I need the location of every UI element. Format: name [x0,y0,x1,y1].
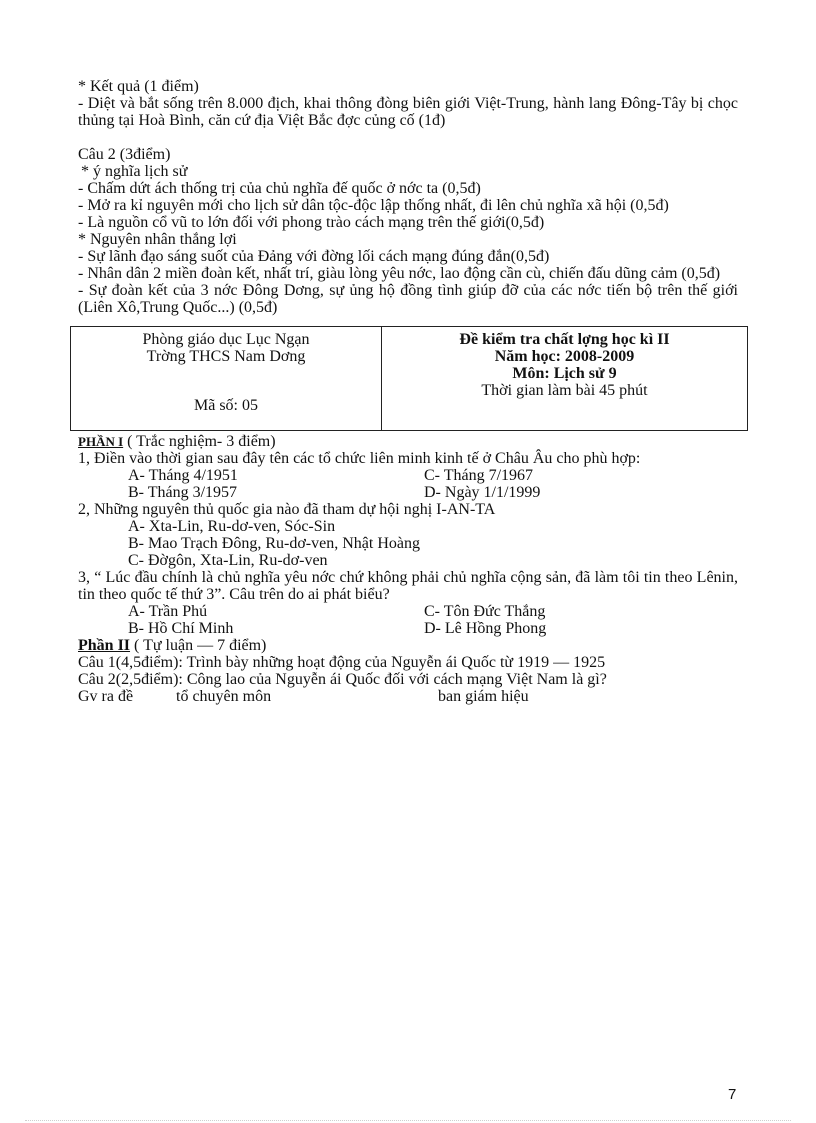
option-row [78,484,738,501]
teacher-label: Gv ra đề [78,688,134,705]
option-b: B- Hồ Chí Minh [128,620,234,637]
school-info [71,327,382,430]
exam-duration: Thời gian làm bài 45 phút [481,382,648,399]
group-label: tổ chuyên môn [176,688,272,705]
option-row [78,467,738,484]
option-a: A- Trần Phú [128,603,208,620]
option-c: C- Tháng 7/1967 [424,467,534,484]
page-bottom-divider [25,1120,791,1121]
exam-code: Mã số: 05 [194,397,258,414]
essay-question-2: Câu 2(2,5điểm): Công lao của Nguyễn ái Quốc đối với cách mạng Việt Nam là gì? [78,671,607,688]
page-number: 7 [728,1086,737,1103]
option-d: D- Lê Hồng Phong [424,620,547,637]
exam-subject: Môn: Lịch sử 9 [512,365,617,382]
option-d: D- Ngày 1/1/1999 [424,484,541,501]
question-1: 1, Điền vào thời gian sau đây tên các tổ chức liên minh kinh tế ở Châu Âu cho phù hợp: [78,450,641,467]
q2-answer-title: Câu 2 (3điểm) [78,146,171,163]
option-b: B- Mao Trạch Đông, Ru-dơ-ven, Nhật Hoàng [128,535,420,552]
cause-title: * Nguyên nhân thắng lợi [78,231,237,248]
option-c: C- Đờgôn, Xta-Lin, Ru-dơ-ven [128,552,328,569]
option-a: A- Xta-Lin, Ru-dơ-ven, Sóc-Sin [128,518,336,535]
part1-heading-line [78,433,738,450]
result-text: - Diệt và bắt sống trên 8.000 địch, khai thông đòng biên giới Việt-Trung, hành lang Đông-Tây bị chọc thủng tại Hoà Bình, căn cứ địa Việt Bắc đợc củng cố (1đ) [78,95,738,129]
exam-header-box [70,326,748,431]
signature-row [78,688,738,705]
significance-title: * ý nghĩa lịch sử [81,163,188,180]
page-content [78,78,738,705]
option-row [78,603,738,620]
part1-heading-note: ( Trắc nghiệm- 3 điểm) [123,433,276,450]
cause-item: - Sự đoàn kết của 3 nớc Đông Dơng, sự ủng hộ đồng tình giúp đỡ của các nớc tiến bộ trên thế giới (Liên Xô,Trung Quốc...) (0,5đ) [78,282,738,316]
option-b: B- Tháng 3/1957 [128,484,238,501]
significance-item: - Mở ra kỉ nguyên mới cho lịch sử dân tộc-độc lập thống nhất, đi lên chủ nghĩa xã hội (0,5đ) [78,197,669,214]
result-title: * Kết quả (1 điểm) [78,78,199,95]
question-3: 3, “ Lúc đầu chính là chủ nghĩa yêu nớc chứ không phải chủ nghĩa cộng sản, đã làm tôi tin theo Lênin, tin theo quốc tế thứ 3”. Câu trên do ai phát biểu? [78,569,738,603]
part2-heading-line [78,637,738,654]
cause-item: - Sự lãnh đạo sáng suốt của Đảng với đờng lối cách mạng đúng đắn(0,5đ) [78,248,550,265]
option-row [78,620,738,637]
part2-heading-note: ( Tự luận — 7 điểm) [130,637,267,654]
exam-info [382,327,747,430]
board-label: ban giám hiệu [438,688,529,705]
significance-item: - Là nguồn cổ vũ to lớn đối với phong trào cách mạng trên thế giới(0,5đ) [78,214,545,231]
option-a: A- Tháng 4/1951 [128,467,238,484]
essay-question-1: Câu 1(4,5điểm): Trình bày những hoạt động của Nguyễn ái Quốc từ 1919 — 1925 [78,654,606,671]
question-2: 2, Những nguyên thủ quốc gia nào đã tham dự hội nghị I-AN-TA [78,501,496,518]
school-name: Trờng THCS Nam Dơng [146,348,306,365]
part2-heading: Phần II [78,637,131,654]
school-year: Năm học: 2008-2009 [494,348,635,365]
spacer [78,129,738,146]
significance-item: - Chấm dứt ách thống trị của chủ nghĩa đế quốc ở nớc ta (0,5đ) [78,180,481,197]
cause-item: - Nhân dân 2 miền đoàn kết, nhất trí, giàu lòng yêu nớc, lao động cần cù, chiến đấu dũng cảm (0,5đ) [78,265,721,282]
exam-title: Đề kiểm tra chất lợng học kì II [459,331,670,348]
department-name: Phòng giáo dục Lục Ngạn [142,331,310,348]
part1-heading: PHẦN I [78,434,124,449]
option-c: C- Tôn Đức Thắng [424,603,546,620]
